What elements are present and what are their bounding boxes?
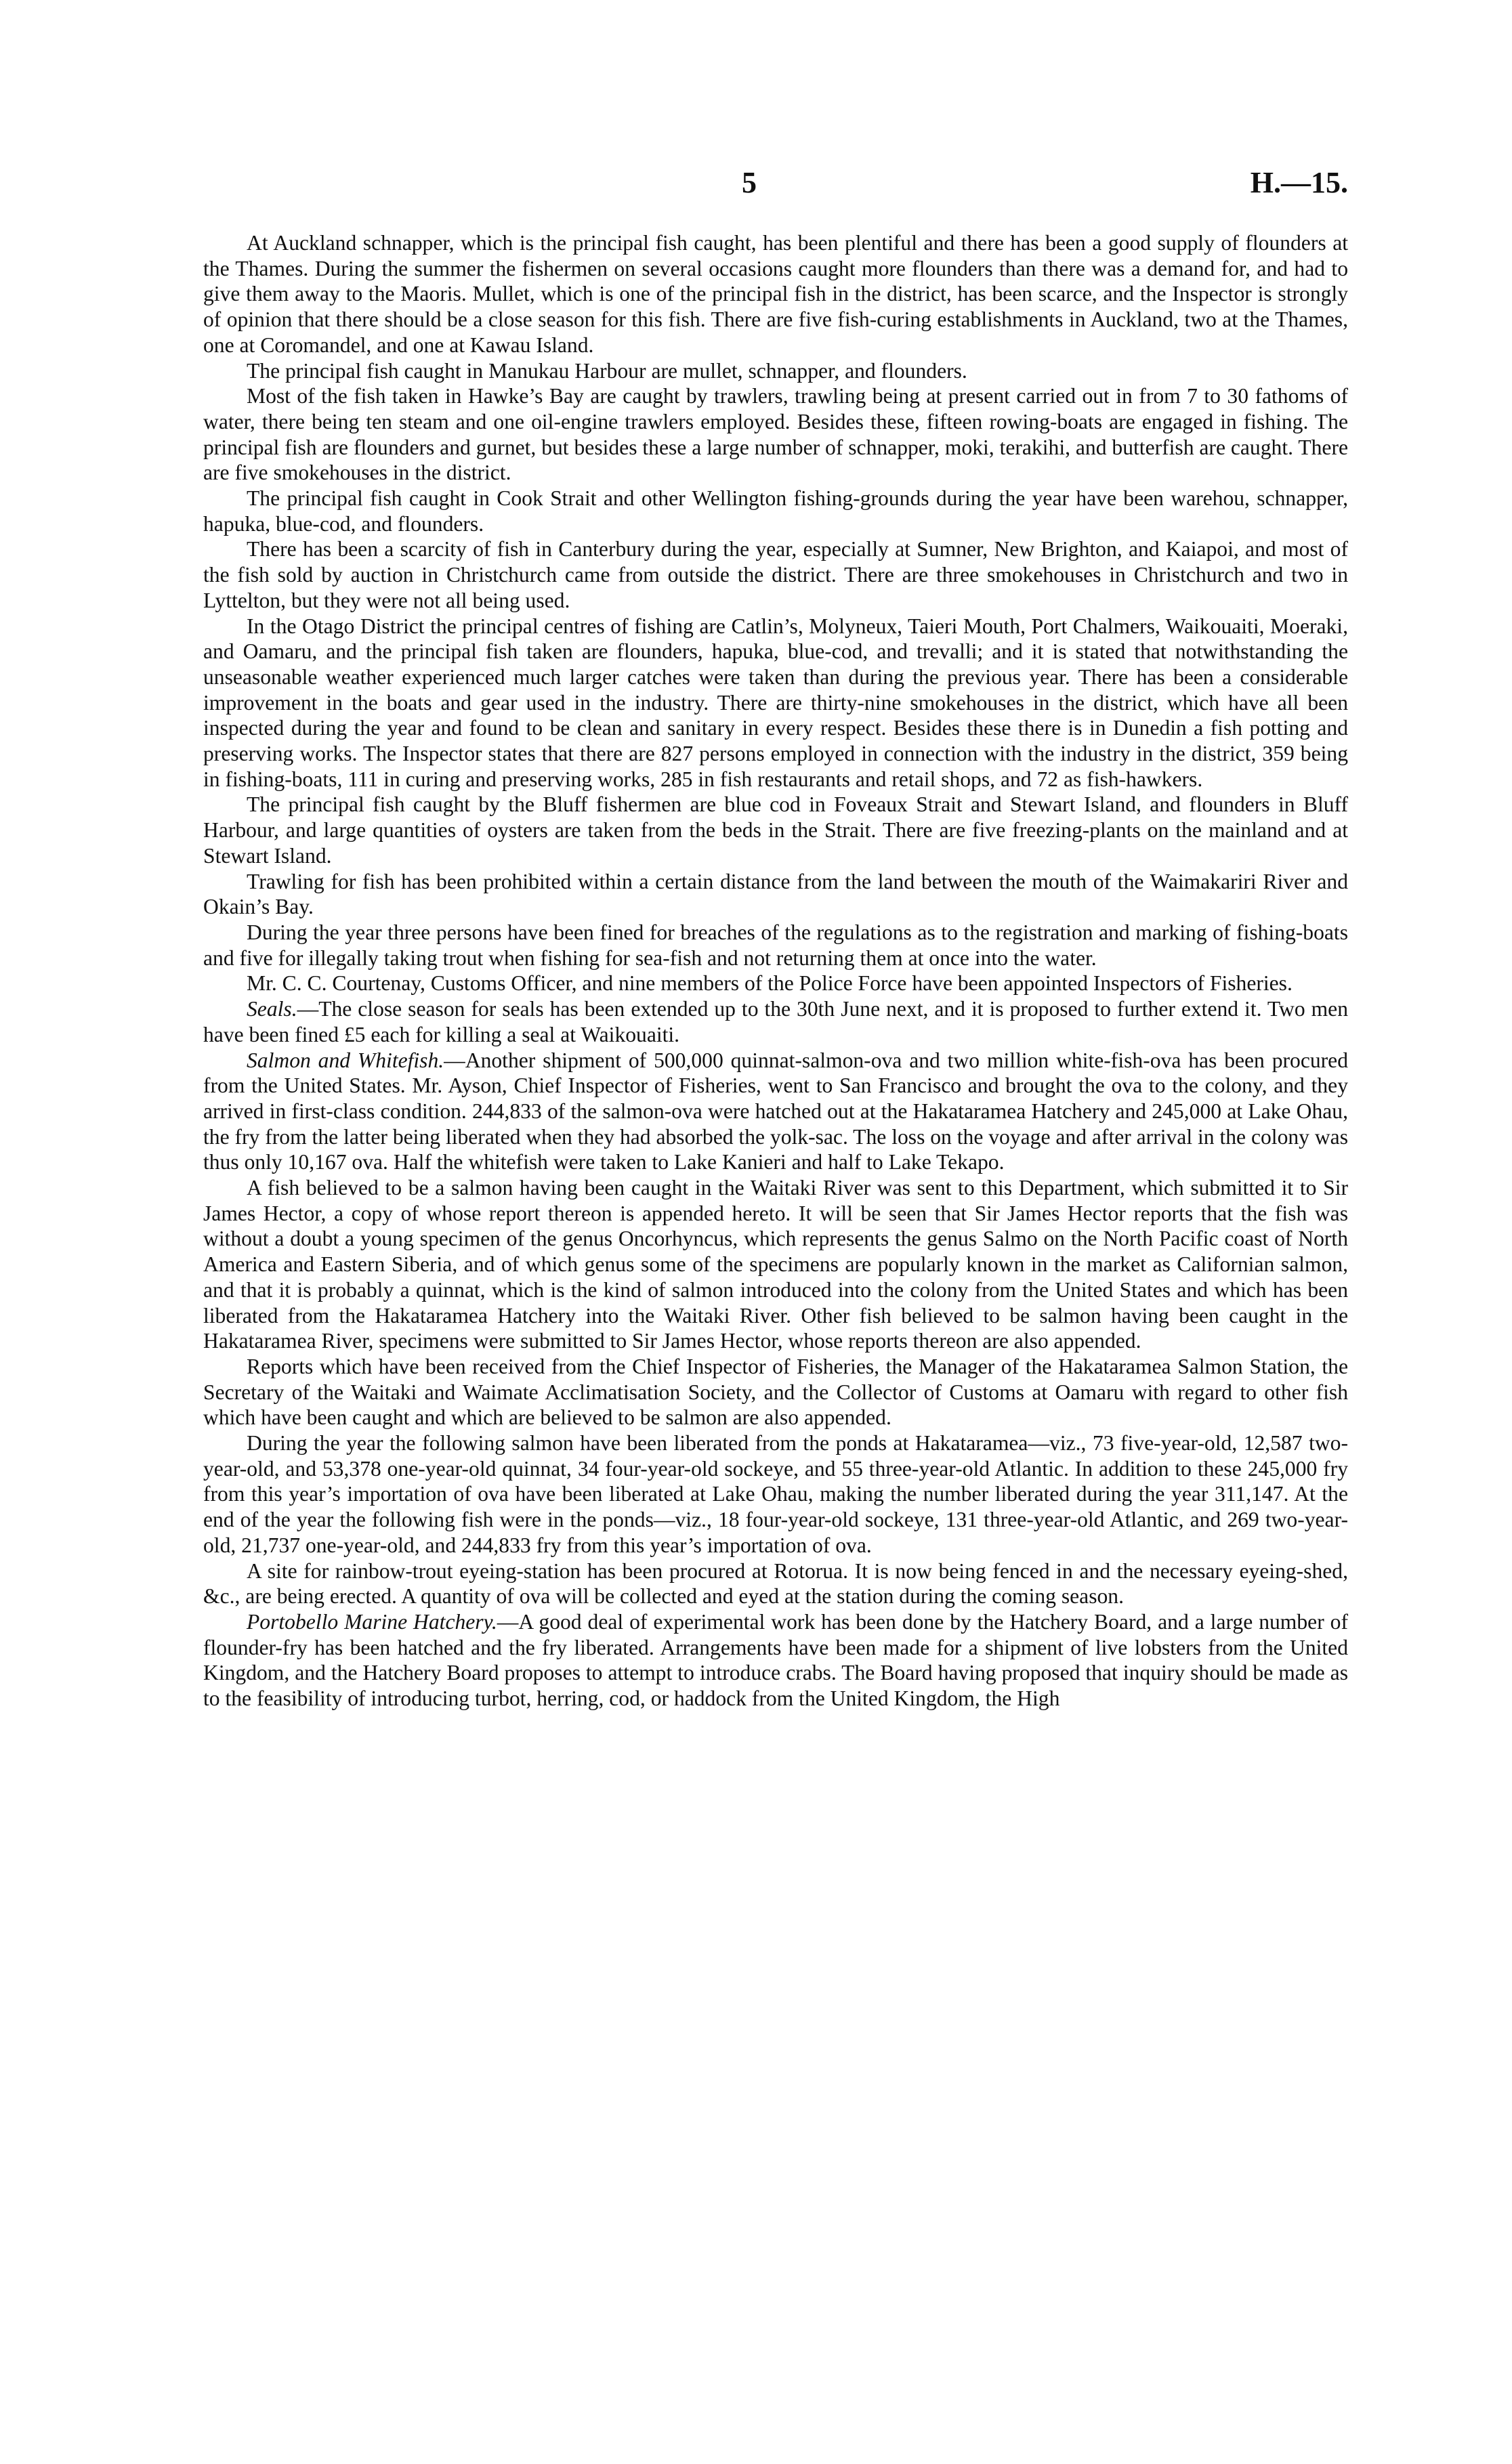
paragraph-waitaki-fish: A fish believed to be a salmon having been caught in the Waitaki River was sent to this Department, which submitted it to Sir James Hector, a copy of whose report thereon is appended hereto. It will be seen that Sir James Hector reports that the fish was without a doubt a young specimen of the genus Oncorhyncus, which represents the genus Salmo on the North Pacific coast of North America and Eastern Siberia, and of which genus some of the specimens are popularly known in the market as Californian salmon, and that it is probably a quinnat, which is the kind of salmon introduced into the colony from the United States and which has been liberated from the Hakataramea Hatchery into the Waitaki River. Other fish believed to be salmon having been caught in the Hakataramea River, specimens were submitted to Sir James Hector, whose reports thereon are also appended. [203, 1176, 1348, 1353]
paragraph-cook-strait: The principal fish caught in Cook Strait and other Wellington fishing-grounds during the year have been warehou, schnapper, hapuka, blue-cod, and flounders. [203, 486, 1348, 536]
section-heading-portobello: Portobello Marine Hatchery. [247, 1609, 497, 1634]
section-heading-seals: Seals. [247, 997, 297, 1021]
paragraph-manukau: The principal fish caught in Manukau Harbour are mullet, schnapper, and flounders. [247, 358, 967, 383]
paragraph-inspectors: Mr. C. C. Courtenay, Customs Officer, and nine members of the Police Force have been appointed Inspectors of Fisheries. [247, 971, 1293, 996]
paragraph-fines: During the year three persons have been fined for breaches of the regulations as to the registration and marking of fishing-boats and five for illegally taking trout when fishing for sea-fish and not returning them at once into the water. [203, 920, 1348, 970]
paragraph-auckland: At Auckland schnapper, which is the principal fish caught, has been plentiful and there has been a good supply of flounders at the Thames. During the summer the fishermen on several occasions caught more flounders than there was a demand for, and had to give them away to the Maoris. Mullet, which is one of the principal fish in the district, has been scarce, and the Inspector is strongly of opinion that there should be a close season for this fish. There are five fish-curing establishments in Auckland, two at the Thames, one at Coromandel, and one at Kawau Island. [203, 231, 1348, 357]
paragraph-otago: In the Otago District the principal centres of fishing are Catlin’s, Molyneux, Taieri Mouth, Port Chalmers, Waikouaiti, Moeraki, and Oamaru, and the principal fish taken are flounders, hapuka, blue-cod, and trevalli; and it is stated that notwithstanding the unseasonable weather experienced much larger catches were taken than during the previous year. There has been a considerable improvement in the boats and gear used in the industry. There are thirty-nine smokehouses in the district, which have all been inspected during the year and found to be clean and sanitary in every respect. Besides these there is in Dunedin a fish potting and preserving works. The Inspector states that there are 827 persons employed in connection with the industry in the district, 359 being in fishing-boats, 111 in curing and preserving works, 285 in fish restaurants and retail shops, and 72 as fish-hawkers. [203, 614, 1348, 791]
paragraph-rotorua: A site for rainbow-trout eyeing-station has been procured at Rotorua. It is now being fenced in and the necessary eyeing-shed, &c., are being erected. A quantity of ova will be collected and eyed at the station during the coming season. [203, 1558, 1348, 1609]
body-text [203, 230, 1348, 1712]
paragraph-salmon-whitefish: Salmon and Whitefish.—Another shipment of 500,000 quinnat-salmon-ova and two million white-fish-ova has been procured from the United States. Mr. Ayson, Chief Inspector of Fisheries, went to San Francisco and brought the ova to the colony, and they arrived in first-class condition. 244,833 of the salmon-ova were hatched out at the Hakataramea Hatchery and 245,000 at Lake Ohau, the fry from the latter being liberated when they had absorbed the yolk-sac. The loss on the voyage and after arrival in the colony was thus only 10,167 ova. Half the whitefish were taken to Lake Kanieri and half to Lake Tekapo. [203, 1048, 1348, 1174]
paragraph-reports: Reports which have been received from the Chief Inspector of Fisheries, the Manager of the Hakataramea Salmon Station, the Secretary of the Waitaki and Waimate Acclimatisation Society, and the Collector of Customs at Oamaru with regard to other fish which have been caught and which are believed to be salmon are also appended. [203, 1354, 1348, 1430]
paragraph-hawkes-bay: Most of the fish taken in Hawke’s Bay are caught by trawlers, trawling being at present carried out in from 7 to 30 fathoms of water, there being ten steam and one oil-engine trawlers employed. Besides these, fifteen rowing-boats are engaged in fishing. The principal fish are flounders and gurnet, but besides these a large number of schnapper, moki, terakihi, and butterfish are caught. There are five smokehouses in the district. [203, 384, 1348, 485]
paragraph-trawling: Trawling for fish has been prohibited within a certain distance from the land between the mouth of the Waimakariri River and Okain’s Bay. [203, 869, 1348, 919]
paragraph-liberated: During the year the following salmon have been liberated from the ponds at Hakataramea—viz., 73 five-year-old, 12,587 two-year-old, and 53,378 one-year-old quinnat, 34 four-year-old sockeye, and 55 three-year-old Atlantic. In addition to these 245,000 fry from this year’s importation of ova have been liberated at Lake Ohau, making the number liberated during the year 311,147. At the end of the year the following fish were in the ponds—viz., 18 four-year-old sockeye, 131 three-year-old Atlantic, and 269 two-year-old, 21,737 one-year-old, and 244,833 fry from this year’s importation of ova. [203, 1431, 1348, 1557]
paragraph-bluff: The principal fish caught by the Bluff fishermen are blue cod in Foveaux Strait and Stewart Island, and flounders in Bluff Harbour, and large quantities of oysters are taken from the beds in the Strait. There are five freezing-plants on the mainland and at Stewart Island. [203, 792, 1348, 868]
section-heading-salmon: Salmon and Whitefish. [247, 1048, 444, 1072]
paragraph-seals: Seals.—The close season for seals has been extended up to the 30th June next, and it is proposed to further extend it. Two men have been fined £5 each for killing a seal at Waikouaiti. [203, 997, 1348, 1046]
page-header [203, 163, 1348, 203]
paragraph-portobello: Portobello Marine Hatchery.—A good deal of experimental work has been done by the Hatchery Board, and a large number of flounder-fry has been hatched and the fry liberated. Arrangements have been made for a shipment of live lobsters from the United Kingdom, and the Hatchery Board proposes to attempt to introduce crabs. The Board having proposed that inquiry should be made as to the feasibility of introducing turbot, herring, cod, or haddock from the United Kingdom, the High [203, 1609, 1348, 1711]
document-code: H.—15. [1250, 166, 1348, 199]
paragraph-canterbury: There has been a scarcity of fish in Canterbury during the year, especially at Sumner, New Brighton, and Kaiapoi, and most of the fish sold by auction in Christchurch came from outside the district. There are three smokehouses in Christchurch and two in Lyttelton, but they were not all being used. [203, 537, 1348, 612]
page-number: 5 [742, 166, 757, 199]
